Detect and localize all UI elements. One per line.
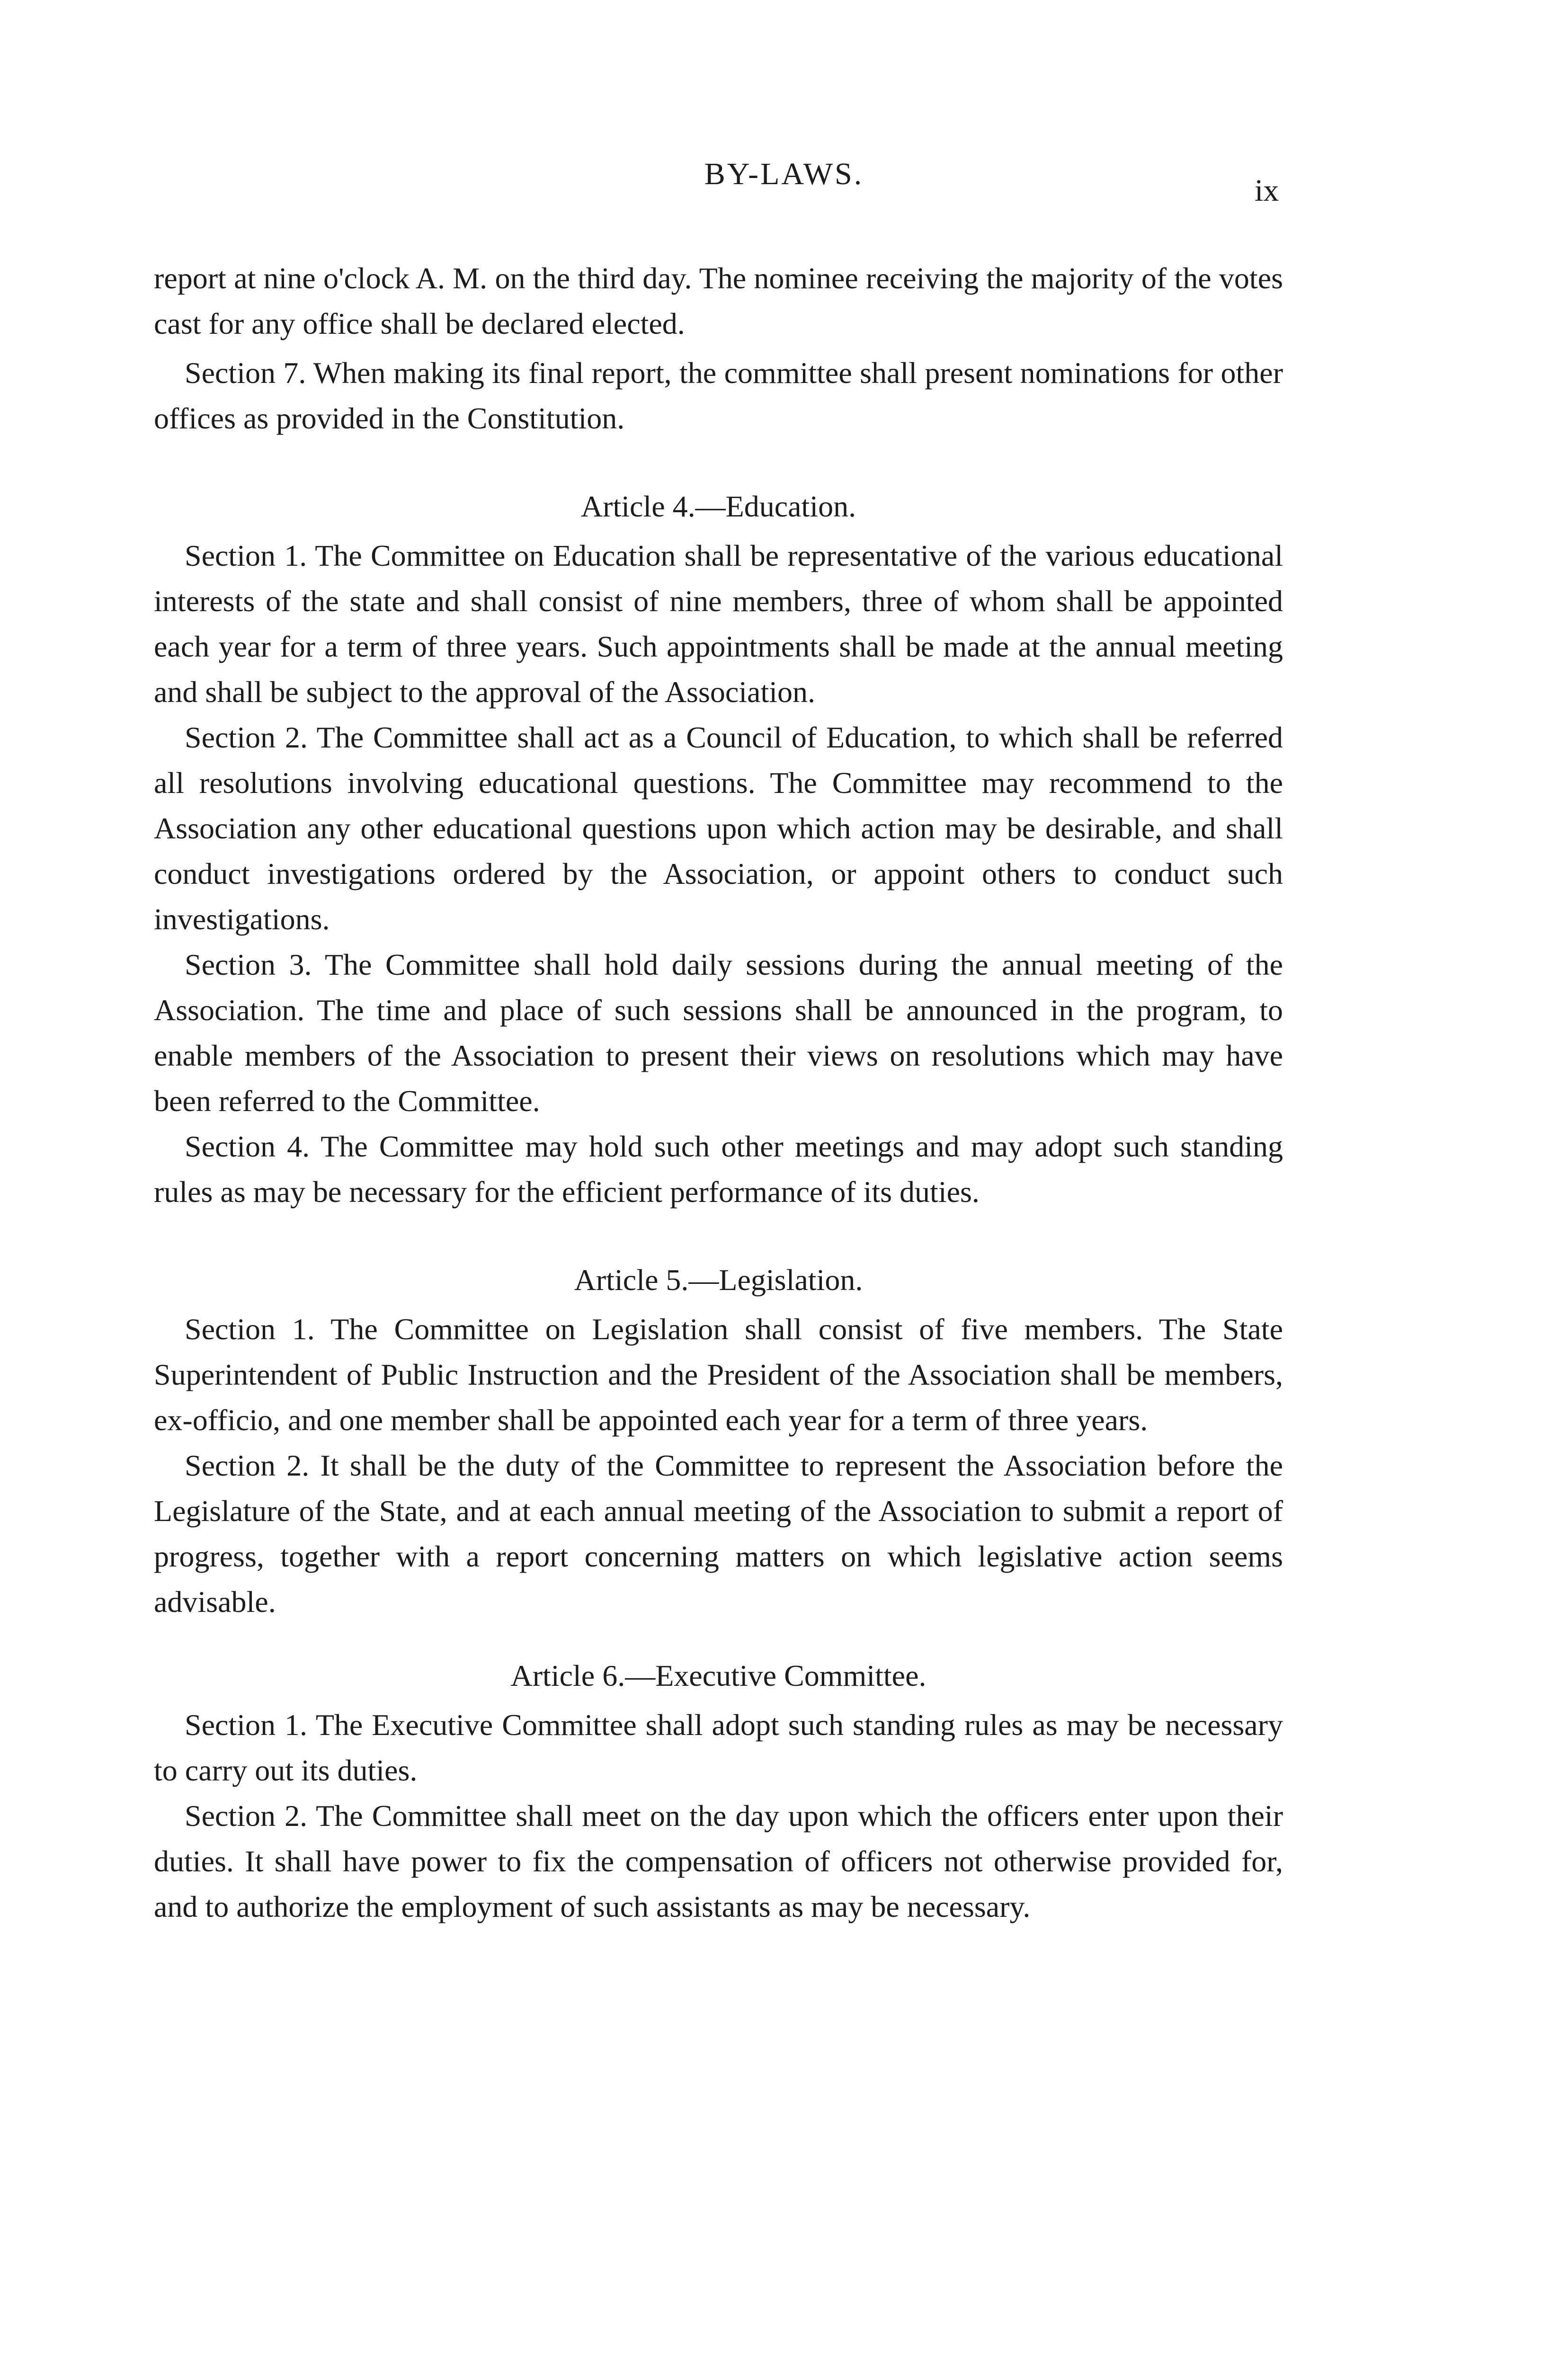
- page-number: ix: [1255, 173, 1279, 208]
- article-5-section-1: Section 1. The Committee on Legislation shall consist of five members. The State Superintendent of Public Instruction and the President of the Association shall be members, ex-officio, and one member shall be appointed each year for a term of three years.: [154, 1312, 1283, 1437]
- paragraph-section-7: Section 7. When making its final report, the committee shall present nominations for other offices as provided in the Constitution.: [154, 356, 1283, 435]
- article-4-section-3: Section 3. The Committee shall hold daily sessions during the annual meeting of the Association. The time and place of such sessions shall be announced in the program, to enable members of the Association to present their views on resolutions which may have been referred to the Committee.: [154, 948, 1283, 1118]
- article-4-section-2: Section 2. The Committee shall act as a Council of Education, to which shall be referred all resolutions involving educational questions. The Committee may recommend to the Association any other educational questions upon which action may be desirable, and shall conduct investigations ordered by the Association, or appoint others to conduct such investigations.: [154, 721, 1283, 936]
- body-text: [154, 256, 1283, 1930]
- article-6-section-2: Section 2. The Committee shall meet on the day upon which the officers enter upon their duties. It shall have power to fix the compensation of officers not otherwise provided for, and to authorize the employment of such assistants as may be necessary.: [154, 1799, 1283, 1923]
- article-4-section-1: Section 1. The Committee on Education shall be representative of the various educational interests of the state and shall consist of nine members, three of whom shall be appointed each year for a term of three years. Such appointments shall be made at the annual meeting and shall be subject to the approval of the Association.: [154, 539, 1283, 709]
- article-6-title: Article 6.—Executive Committee.: [510, 1659, 927, 1692]
- paragraph-continued: report at nine o'clock A. M. on the third day. The nominee receiving the majority of the votes cast for any office shall be declared elected.: [154, 261, 1283, 340]
- article-4-section-4: Section 4. The Committee may hold such other meetings and may adopt such standing rules as may be necessary for the efficient performance of its duties.: [154, 1130, 1283, 1209]
- article-5-title: Article 5.—Legislation.: [574, 1263, 863, 1297]
- article-4-title: Article 4.—Education.: [580, 489, 856, 523]
- article-5-section-2: Section 2. It shall be the duty of the Committee to represent the Association before the Legislature of the State, and at each annual meeting of the Association to submit a report of progress, together with a report concerning matters on which legislative action seems advisable.: [154, 1449, 1283, 1619]
- article-6-section-1: Section 1. The Executive Committee shall adopt such standing rules as may be necessary to carry out its duties.: [154, 1708, 1283, 1787]
- running-title: BY-LAWS.: [704, 157, 864, 191]
